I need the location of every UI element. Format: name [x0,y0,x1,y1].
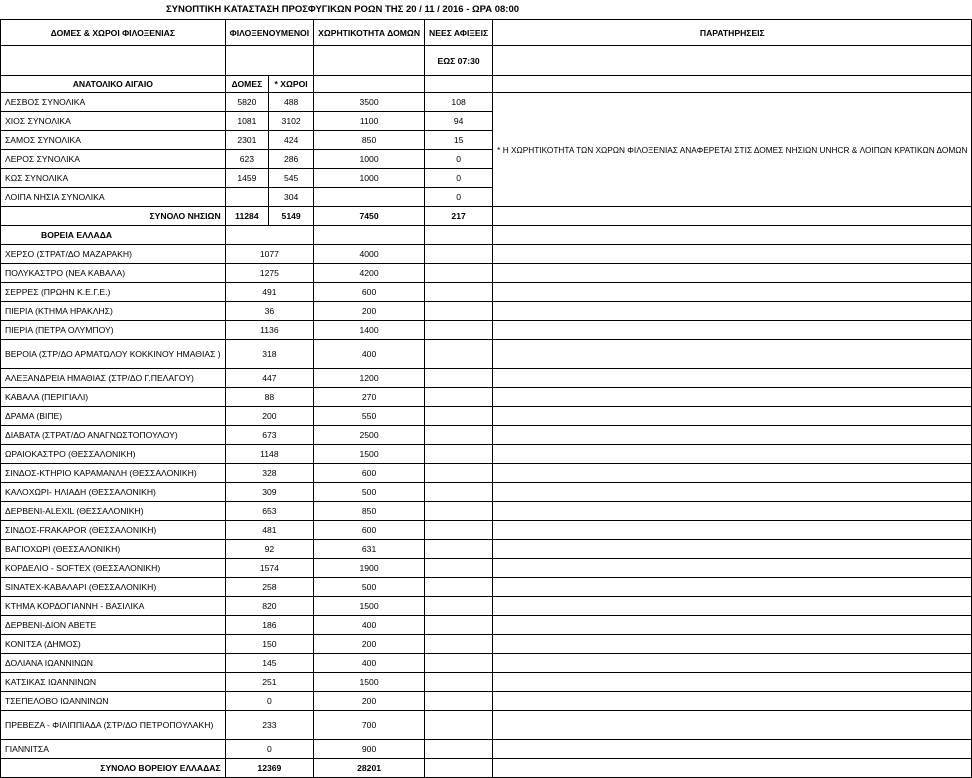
capacity-value: 400 [314,340,425,369]
hosted-count: 251 [225,673,313,692]
north-total-label: ΣΥΝΟΛΟ ΒΟΡΕΙΟΥ ΕΛΛΑΔΑΣ [1,759,226,778]
empty-cell [493,245,972,264]
facility-name: ΣΙΝΔΟΣ-ΚΤΗΡΙΟ ΚΑΡΑΜΑΝΛΗ (ΘΕΣΣΑΛΟΝΙΚΗ) [1,464,226,483]
north-row [1,521,972,540]
empty-cell [493,483,972,502]
empty-cell [425,711,493,740]
empty-cell [493,340,972,369]
empty-cell [425,321,493,340]
empty-cell [493,426,972,445]
north-row [1,540,972,559]
arrivals-count: 94 [425,112,493,131]
hosted-count: 150 [225,635,313,654]
empty-cell [493,635,972,654]
capacity-value [314,188,425,207]
island-name: ΛΟΙΠΑ ΝΗΣΙΑ ΣΥΝΟΛΙΚΑ [1,188,226,207]
sub-spaces: * ΧΩΡΟΙ [269,76,314,93]
north-row [1,464,972,483]
north-row [1,340,972,369]
capacity-value: 1500 [314,597,425,616]
facility-name: ΠΙΕΡΙΑ (ΚΤΗΜΑ ΗΡΑΚΛΗΣ) [1,302,226,321]
empty-cell [493,692,972,711]
empty-cell [493,673,972,692]
spaces-count: 488 [269,93,314,112]
hosted-count: 1574 [225,559,313,578]
capacity-value: 1200 [314,369,425,388]
capacity-value: 1100 [314,112,425,131]
structures-count: 1081 [225,112,268,131]
facility-name: ΩΡΑΙΟΚΑΣΤΡΟ (ΘΕΣΣΑΛΟΝΙΚΗ) [1,445,226,464]
arrivals-count: 0 [425,169,493,188]
empty-cell [493,388,972,407]
empty-cell [425,502,493,521]
north-row [1,502,972,521]
total-capacity: 7450 [314,207,425,226]
capacity-value: 4000 [314,245,425,264]
capacity-value: 1900 [314,559,425,578]
islands-total-label: ΣΥΝΟΛΟ ΝΗΣΙΩΝ [1,207,226,226]
hosted-count: 145 [225,654,313,673]
island-name: ΣΑΜΟΣ ΣΥΝΟΛΙΚΑ [1,131,226,150]
capacity-value: 400 [314,654,425,673]
empty-cell [425,616,493,635]
hosted-count: 88 [225,388,313,407]
empty-cell [493,759,972,778]
island-name: ΛΕΣΒΟΣ ΣΥΝΟΛΙΚΑ [1,93,226,112]
empty-cell [314,76,425,93]
empty-cell [425,445,493,464]
facility-name: ΓΙΑΝΝΙΤΣΑ [1,740,226,759]
empty-cell [493,207,972,226]
empty-cell [225,226,313,245]
islands-total-row [1,207,972,226]
capacity-value: 2500 [314,426,425,445]
empty-cell [493,654,972,673]
capacity-value: 500 [314,578,425,597]
arrivals-count: 0 [425,188,493,207]
empty-cell [493,616,972,635]
arrivals-count: 15 [425,131,493,150]
capacity-value: 200 [314,302,425,321]
capacity-value: 631 [314,540,425,559]
capacity-value: 4200 [314,264,425,283]
facility-name: ΒΕΡΟΙΑ (ΣΤΡ/ΔΟ ΑΡΜΑΤΩΛΟΥ ΚΟΚΚΙΝΟΥ ΗΜΑΘΙΑΣ ) [1,340,226,369]
empty-cell [425,673,493,692]
empty-cell [493,445,972,464]
header-row [1,20,972,46]
facility-name: ΠΟΛΥΚΑΣΤΡΟ (ΝΕΑ ΚΑΒΑΛΑ) [1,264,226,283]
notes-cell: * Η ΧΩΡΗΤΙΚΟΤΗΤΑ ΤΩΝ ΧΩΡΩΝ ΦΙΛΟΞΕΝΙΑΣ ΑΝΑΦΕΡΕΤΑΙ ΣΤΙΣ ΔΟΜΕΣ ΝΗΣΙΩΝ UNHCR & ΛΟΙΠΩΝ ΚΡΑΤΙΚΩΝ ΔΟΜΩΝ [493,93,972,207]
north-row [1,673,972,692]
facility-name: SINATEX-ΚΑΒΑΛΑΡΙ (ΘΕΣΣΑΛΟΝΙΚΗ) [1,578,226,597]
hosted-count: 0 [225,740,313,759]
sub-structures: ΔΟΜΕΣ [225,76,268,93]
island-name: ΛΕΡΟΣ ΣΥΝΟΛΙΚΑ [1,150,226,169]
aegean-title: ΑΝΑΤΟΛΙΚΟ ΑΙΓΑΙΟ [1,76,226,93]
north-row [1,245,972,264]
empty-cell [425,76,493,93]
facility-name: ΔΕΡΒΕΝΙ-ALEXIL (ΘΕΣΣΑΛΟΝΙΚΗ) [1,502,226,521]
north-row [1,559,972,578]
north-row [1,483,972,502]
capacity-value: 850 [314,502,425,521]
north-row [1,692,972,711]
north-row [1,616,972,635]
facility-name: ΧΕΡΣΟ (ΣΤΡΑΤ/ΔΟ ΜΑΖΑΡΑΚΗ) [1,245,226,264]
capacity-value: 900 [314,740,425,759]
capacity-value: 1500 [314,673,425,692]
structures-count: 623 [225,150,268,169]
empty-cell [425,283,493,302]
empty-cell [425,483,493,502]
facility-name: ΚΑΛΟΧΩΡΙ- ΗΛΙΑΔΗ (ΘΕΣΣΑΛΟΝΙΚΗ) [1,483,226,502]
empty-cell [425,692,493,711]
north-heading-row [1,226,972,245]
north-title: ΒΟΡΕΙΑ ΕΛΛΑΔΑ [1,226,226,245]
empty-cell [314,226,425,245]
north-row [1,321,972,340]
aegean-heading-row [1,76,972,93]
island-name: ΚΩΣ ΣΥΝΟΛΙΚΑ [1,169,226,188]
structures-count: 5820 [225,93,268,112]
structures-count [225,188,268,207]
hosted-count: 481 [225,521,313,540]
hosted-count: 200 [225,407,313,426]
empty-cell [425,597,493,616]
hosted-count: 318 [225,340,313,369]
hosted-count: 92 [225,540,313,559]
facility-name: ΠΙΕΡΙΑ (ΠΕΤΡΑ ΟΛΥΜΠΟΥ) [1,321,226,340]
empty-cell [493,76,972,93]
empty-cell [425,521,493,540]
hosted-count: 258 [225,578,313,597]
report-title: ΣΥΝΟΠΤΙΚΗ ΚΑΤΑΣΤΑΣΗ ΠΡΟΣΦΥΓΙΚΩΝ ΡΟΩΝ ΤΗΣ 20 / 11 / 2016 - ΩΡΑ 08:00 [165,4,520,15]
capacity-value: 270 [314,388,425,407]
structures-count: 1459 [225,169,268,188]
facility-name: ΔΡΑΜΑ (ΒΙΠΕ) [1,407,226,426]
island-name: ΧΙΟΣ ΣΥΝΟΛΙΚΑ [1,112,226,131]
north-row [1,388,972,407]
spaces-count: 286 [269,150,314,169]
empty-cell [425,635,493,654]
north-row [1,635,972,654]
facility-name: ΑΛΕΞΑΝΔΡΕΙΑ ΗΜΑΘΙΑΣ (ΣΤΡ/ΔΟ Γ.ΠΕΛΑΓΟΥ) [1,369,226,388]
hosted-count: 1275 [225,264,313,283]
capacity-value: 200 [314,692,425,711]
facility-name: ΚΟΡΔΕΛΙΟ - SOFTEX (ΘΕΣΣΑΛΟΝΙΚΗ) [1,559,226,578]
facility-name: ΚΑΤΣΙΚΑΣ ΙΩΑΝΝΙΝΩΝ [1,673,226,692]
facility-name: ΚΤΗΜΑ ΚΟΡΔΟΓΙΑΝΝΗ - ΒΑΣΙΛΙΚΑ [1,597,226,616]
north-total-row [1,759,972,778]
empty-cell [493,711,972,740]
north-row [1,597,972,616]
refugee-flows-table [0,19,972,778]
facility-name: ΔΕΡΒΕΝΙ-ΔΙΟΝ ΑΒΕΤΕ [1,616,226,635]
hosted-count: 36 [225,302,313,321]
total-spaces: 5149 [269,207,314,226]
spaces-count: 3102 [269,112,314,131]
empty-cell [493,264,972,283]
header-notes: ΠΑΡΑΤΗΡΗΣΕΙΣ [493,20,972,46]
capacity-value: 850 [314,131,425,150]
header-capacity: ΧΩΡΗΤΙΚΟΤΗΤΑ ΔΟΜΩΝ [314,20,425,46]
north-row [1,740,972,759]
hosted-count: 186 [225,616,313,635]
empty-cell [425,264,493,283]
hosted-count: 233 [225,711,313,740]
capacity-value: 600 [314,283,425,302]
empty-cell [493,540,972,559]
hosted-count: 1077 [225,245,313,264]
facility-name: ΣΕΡΡΕΣ (ΠΡΩΗΝ Κ.Ε.Γ.Ε.) [1,283,226,302]
hosted-count: 309 [225,483,313,502]
empty-cell [425,578,493,597]
north-row [1,426,972,445]
header-hosted: ΦΙΛΟΞΕΝΟΥΜΕΝΟΙ [225,20,313,46]
facility-name: ΤΣΕΠΕΛΟΒΟ ΙΩΑΝΝΙΝΩΝ [1,692,226,711]
total-structures: 11284 [225,207,268,226]
spaces-count: 304 [269,188,314,207]
header-arrivals: ΝΕΕΣ ΑΦΙΞΕΙΣ [425,20,493,46]
hosted-count: 491 [225,283,313,302]
facility-name: ΚΑΒΑΛΑ (ΠΕΡΙΓΙΑΛΙ) [1,388,226,407]
header-facilities: ΔΟΜΕΣ & ΧΩΡΟΙ ΦΙΛΟΞΕΝΙΑΣ [1,20,226,46]
spaces-count: 424 [269,131,314,150]
capacity-value: 1000 [314,150,425,169]
empty-cell [493,597,972,616]
facility-name: ΔΟΛΙΑΝΑ ΙΩΑΝΝΙΝΩΝ [1,654,226,673]
capacity-value: 600 [314,521,425,540]
hosted-count: 820 [225,597,313,616]
header-subrow [1,46,972,76]
north-row [1,654,972,673]
structures-count: 2301 [225,131,268,150]
capacity-value: 200 [314,635,425,654]
facility-name: ΒΑΓΙΟΧΩΡΙ (ΘΕΣΣΑΛΟΝΙΚΗ) [1,540,226,559]
spaces-count: 545 [269,169,314,188]
capacity-value: 1400 [314,321,425,340]
north-row [1,407,972,426]
north-row [1,302,972,321]
empty-cell [425,759,493,778]
north-row [1,578,972,597]
capacity-value: 1500 [314,445,425,464]
hosted-count: 447 [225,369,313,388]
north-row [1,711,972,740]
empty-cell [493,369,972,388]
north-row [1,283,972,302]
empty-cell [493,321,972,340]
empty-cell [493,578,972,597]
empty-cell [425,407,493,426]
hosted-count: 653 [225,502,313,521]
empty-cell [493,407,972,426]
capacity-value: 3500 [314,93,425,112]
north-total-capacity: 28201 [314,759,425,778]
capacity-value: 550 [314,407,425,426]
hosted-count: 1148 [225,445,313,464]
empty-cell [425,540,493,559]
table-body [1,20,972,778]
facility-name: ΔΙΑΒΑΤΑ (ΣΤΡΑΤ/ΔΟ ΑΝΑΓΝΩΣΤΟΠΟΥΛΟΥ) [1,426,226,445]
north-row [1,445,972,464]
north-total-hosted: 12369 [225,759,313,778]
empty-cell [425,654,493,673]
empty-cell [425,340,493,369]
arrivals-count: 108 [425,93,493,112]
empty-cell [493,502,972,521]
empty-cell [493,46,972,76]
empty-cell [425,302,493,321]
north-row [1,369,972,388]
capacity-value: 600 [314,464,425,483]
empty-cell [425,464,493,483]
empty-cell [225,46,313,76]
empty-cell [314,46,425,76]
empty-cell [493,740,972,759]
arrivals-until: ΕΩΣ 07:30 [425,46,493,76]
empty-cell [425,388,493,407]
empty-cell [493,283,972,302]
arrivals-count: 0 [425,150,493,169]
hosted-count: 1136 [225,321,313,340]
empty-cell [425,245,493,264]
empty-cell [493,464,972,483]
capacity-value: 1000 [314,169,425,188]
capacity-value: 700 [314,711,425,740]
capacity-value: 500 [314,483,425,502]
empty-cell [425,426,493,445]
north-row [1,264,972,283]
empty-cell [493,302,972,321]
hosted-count: 673 [225,426,313,445]
capacity-value: 400 [314,616,425,635]
empty-cell [425,226,493,245]
facility-name: ΠΡΕΒΕΖΑ - ΦΙΛΙΠΠΙΑΔΑ (ΣΤΡ/ΔΟ ΠΕΤΡΟΠΟΥΛΑΚΗ) [1,711,226,740]
facility-name: ΚΟΝΙΤΣΑ (ΔΗΜΟΣ) [1,635,226,654]
hosted-count: 0 [225,692,313,711]
empty-cell [493,226,972,245]
empty-cell [425,369,493,388]
empty-cell [493,559,972,578]
empty-cell [425,559,493,578]
empty-cell [1,46,226,76]
empty-cell [493,521,972,540]
hosted-count: 328 [225,464,313,483]
aegean-row [1,93,972,112]
total-arrivals: 217 [425,207,493,226]
empty-cell [425,740,493,759]
facility-name: ΣΙΝΔΟΣ-FRAKAPOR (ΘΕΣΣΑΛΟΝΙΚΗ) [1,521,226,540]
